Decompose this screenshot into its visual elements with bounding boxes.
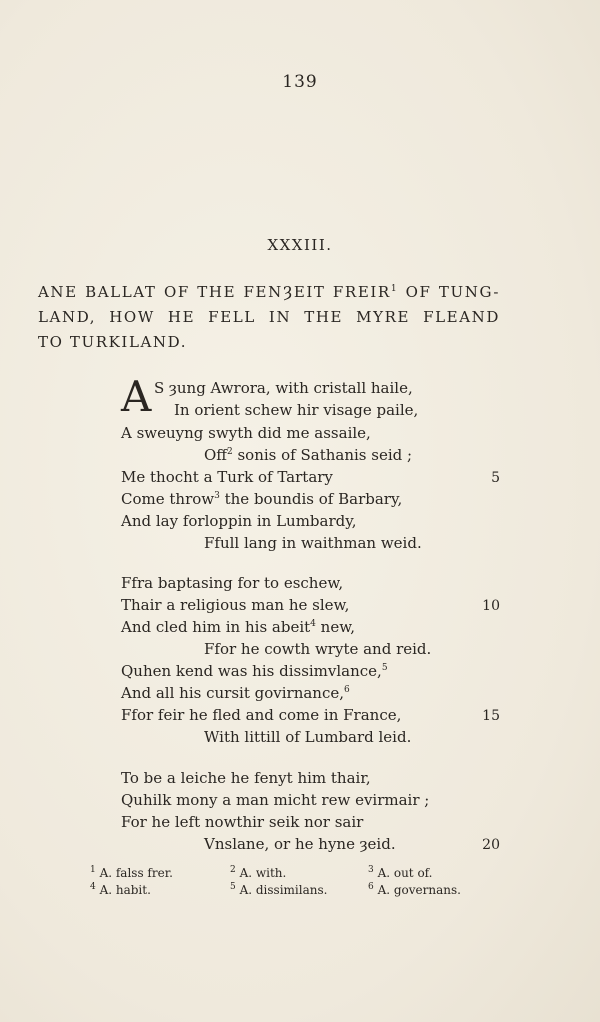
footnote-ref: 2 <box>226 447 233 457</box>
title-line-1: ANE BALLAT OF THE FENȜEIT FREIR$^1$ OF TUNG- <box>38 283 500 301</box>
verse-line: For he left nowthir seik nor sair <box>121 813 364 831</box>
verse-line: Thair a religious man he slew, <box>121 596 350 614</box>
verse-line: Ffull lang in waithman weid. <box>204 534 422 552</box>
verse-line: Me thocht a Turk of Tartary <box>121 468 333 486</box>
line-number: 5 <box>491 470 500 486</box>
verse-line: S ȝung Awrora, with cristall haile, <box>154 379 413 397</box>
verse-line: Ffor he cowth wryte and reid. <box>204 640 432 658</box>
footnote: $^1$ A. falss frer. <box>90 865 173 880</box>
footnote: $^3$ A. out of. <box>368 865 433 880</box>
line-number: 15 <box>482 708 500 724</box>
line-number: 10 <box>482 598 500 614</box>
verse-line: Ffra baptasing for to eschew, <box>121 574 344 592</box>
footnote: $^6$ A. governans. <box>368 882 461 897</box>
verse-line: Vnslane, or he hyne ȝeid. <box>204 835 396 853</box>
footnote: $^5$ A. dissimilans. <box>230 882 328 897</box>
poem-number: XXXIII. <box>267 236 333 254</box>
verse-line: Come throw$^3$ the boundis of Barbary, <box>121 490 403 508</box>
verse-line: Quhilk mony a man micht rew evirmair ; <box>121 791 430 809</box>
verse-line: And cled him in his abeit$^4$ new, <box>121 618 356 636</box>
verse-line: Quhen kend was his dissimvlance,$^5$ <box>121 662 388 680</box>
verse-line: With littill of Lumbard leid. <box>204 728 412 746</box>
verse-line: Off$^2$ sonis of Sathanis seid ; <box>204 446 413 464</box>
page-number: 139 <box>282 72 318 92</box>
line-number: 20 <box>482 837 500 853</box>
verse-line: To be a leiche he fenyt him thair, <box>121 769 371 787</box>
verse-line: A sweuyng swyth did me assaile, <box>121 424 371 442</box>
footnote-ref: 5 <box>381 663 388 673</box>
drop-cap: A <box>121 372 152 421</box>
verse-line: And all his cursit govirnance,$^6$ <box>121 684 350 702</box>
footnote-ref: 6 <box>344 685 350 695</box>
verse-line: Ffor feir he fled and come in France, <box>121 706 402 724</box>
footnote-ref: 4 <box>310 619 316 629</box>
title-line-2: LAND, HOW HE FELL IN THE MYRE FLEAND <box>38 308 500 326</box>
footnote-ref: 1 <box>390 284 399 294</box>
footnote-ref: 3 <box>214 491 220 501</box>
verse-line: And lay forloppin in Lumbardy, <box>121 512 357 530</box>
footnote: $^2$ A. with. <box>230 865 287 880</box>
footnote: $^4$ A. habit. <box>90 882 151 897</box>
verse-line: In orient schew hir visage paile, <box>174 401 419 419</box>
title-line-3: TO TURKILAND. <box>38 333 188 351</box>
